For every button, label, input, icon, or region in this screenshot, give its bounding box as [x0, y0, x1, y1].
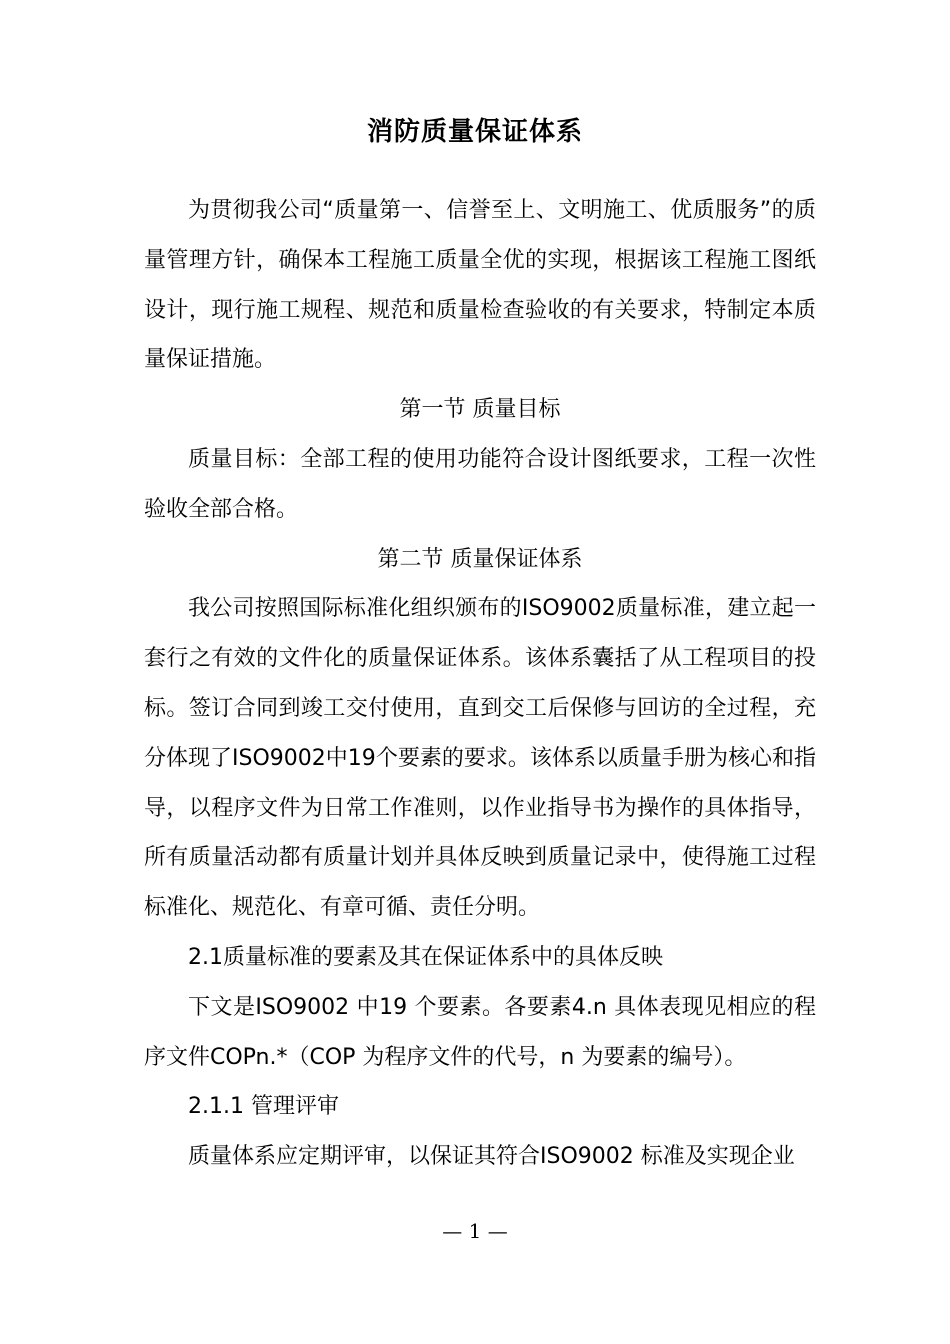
subsection-2-1-1-paragraph: 质量体系应定期评审，以保证其符合ISO9002 标准及实现企业	[188, 1144, 795, 1170]
intro-paragraph: 为贯彻我公司“质量第一、信誉至上、文明施工、优质服务”的质量管理方针，确保本工程施工质量全优的实现，根据该工程施工图纸设计，现行施工规程、规范和质量检查验收的有关要求，特制定本质量保证措施。	[144, 198, 816, 373]
subsection-2-1-1-heading: 2.1.1 管理评审	[188, 1094, 339, 1120]
section-2-heading: 第二节 质量保证体系	[377, 546, 583, 572]
document-body	[144, 186, 816, 1182]
section-2-paragraph: 我公司按照国际标准化组织颁布的ISO9002质量标准，建立起一套行之有效的文件化的质量保证体系。该体系囊括了从工程项目的投标。签订合同到竣工交付使用，直到交工后保修与回访的全过程，充分体现了ISO9002中19个要素的要求。该体系以质量手册为核心和指导，以程序文件为日常工作准则，以作业指导书为操作的具体指导，所有质量活动都有质量计划并具体反映到质量记录中，使得施工过程标准化、规范化、有章可循、责任分明。	[144, 596, 816, 921]
page-number: — 1 —	[442, 1219, 508, 1243]
section-1-paragraph: 质量目标：全部工程的使用功能符合设计图纸要求，工程一次性验收全部合格。	[144, 446, 816, 522]
section-1-heading: 第一节 质量目标	[399, 397, 561, 423]
document-title: 消防质量保证体系	[366, 117, 583, 147]
subsection-2-1-heading: 2.1质量标准的要素及其在保证体系中的具体反映	[188, 944, 663, 970]
subsection-2-1-paragraph: 下文是ISO9002 中19 个要素。各要素4.n 具体表现见相应的程序文件COPn.*（COP 为程序文件的代号，n 为要素的编号）。	[144, 994, 816, 1070]
